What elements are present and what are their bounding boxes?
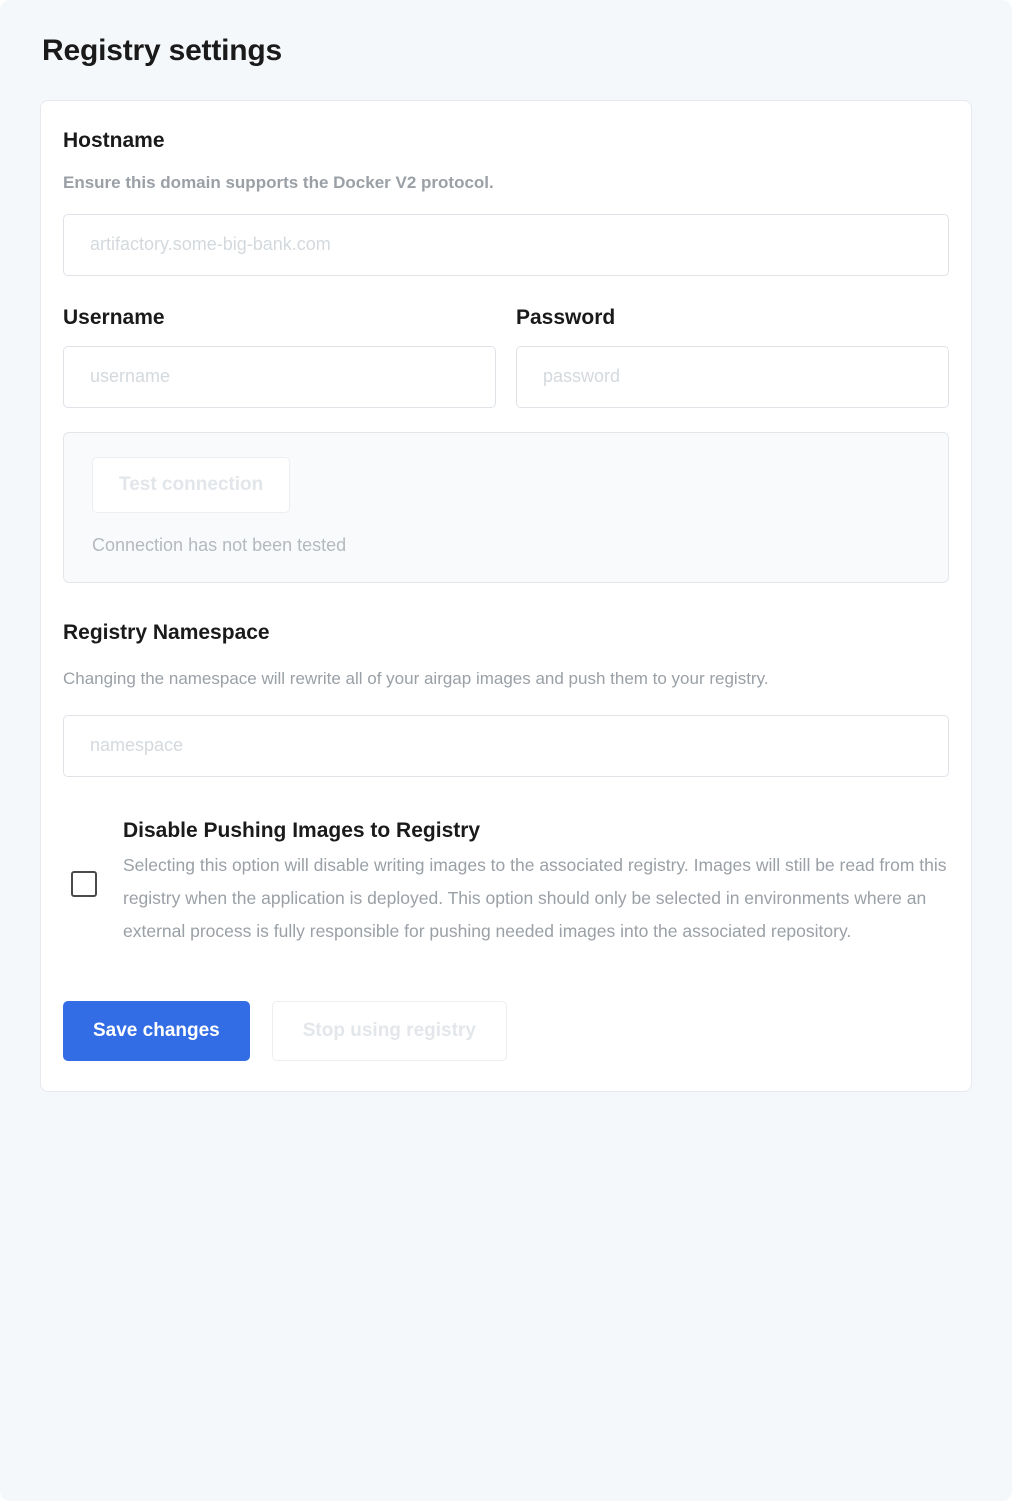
credentials-row [63,306,949,408]
registry-namespace-group [63,621,949,777]
password-input[interactable] [516,346,949,408]
registry-namespace-helper-text: Changing the namespace will rewrite all of your airgap images and push them to your registry. [63,668,769,688]
hostname-helper-text: Ensure this domain supports the Docker V2 protocol. [63,173,494,192]
form-actions [63,1001,949,1061]
save-changes-button[interactable]: Save changes [63,1001,250,1061]
stop-using-registry-button[interactable]: Stop using registry [272,1001,507,1061]
test-connection-button[interactable]: Test connection [92,457,290,513]
registry-namespace-input[interactable] [63,715,949,777]
test-connection-panel [63,432,949,583]
page-title: Registry settings [42,34,282,67]
disable-push-content [119,819,949,949]
registry-namespace-heading: Registry Namespace [63,620,270,644]
username-field-group [63,306,496,408]
disable-push-row [63,819,949,949]
username-input[interactable] [63,346,496,408]
disable-push-checkbox[interactable] [71,871,97,897]
username-label: Username [63,305,165,329]
registry-settings-card [40,100,972,1092]
disable-push-title: Disable Pushing Images to Registry [123,818,481,842]
test-connection-status: Connection has not been tested [92,534,347,555]
hostname-heading: Hostname [63,129,165,152]
password-label: Password [516,305,616,329]
disable-push-description: Selecting this option will disable writing images to the associated registry. Images will still be read from this registry when the application is deployed. This option should only be selected in environments where an external process is fully responsible for pushing needed images into the associated repository. [123,854,947,942]
hostname-input[interactable] [63,214,949,276]
password-field-group [516,306,949,408]
